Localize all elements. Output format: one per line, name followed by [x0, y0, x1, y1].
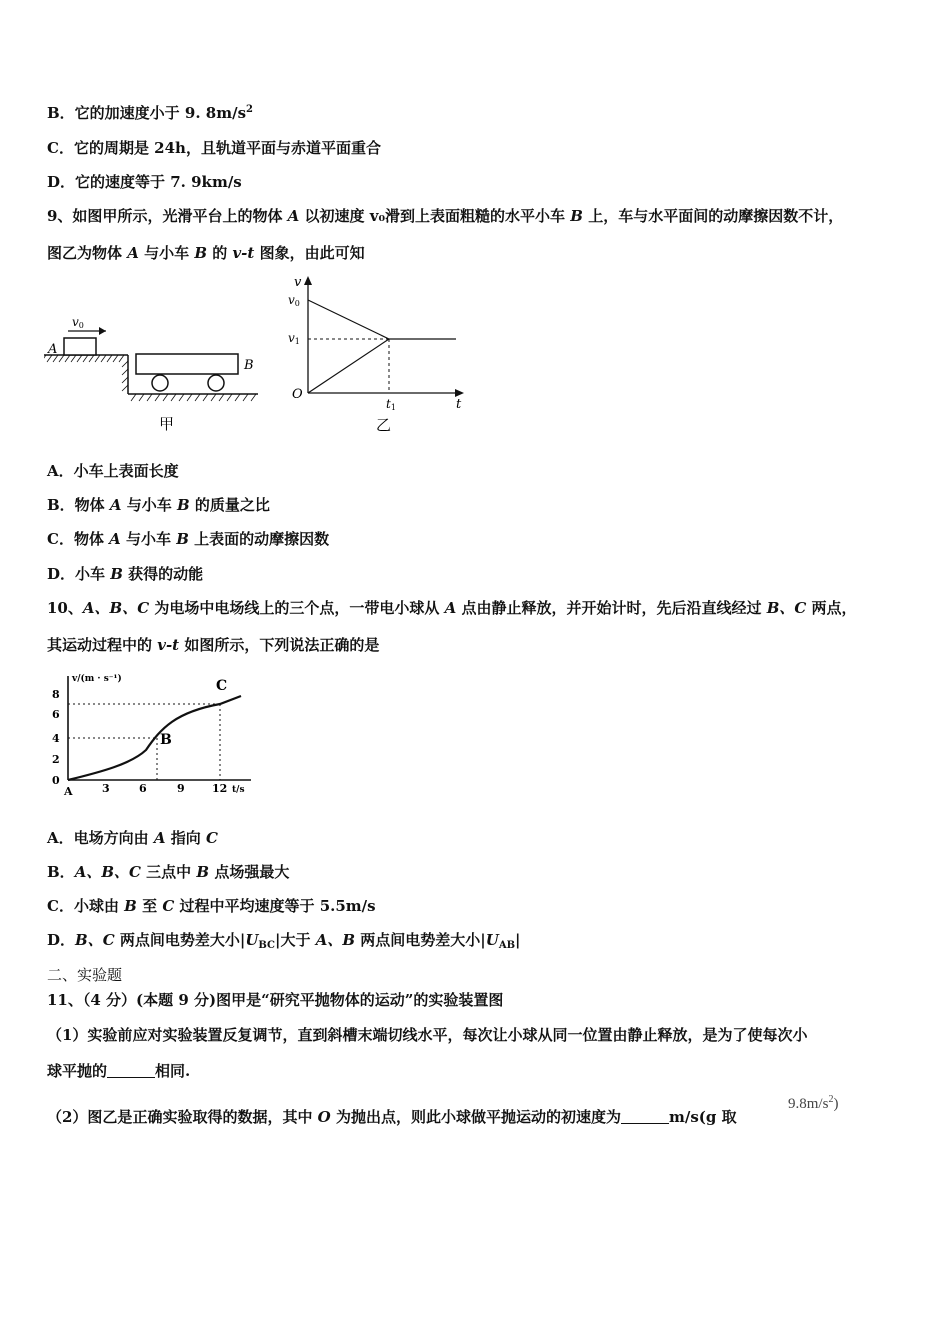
q9-option-b: B．物体 A 与小车 B 的质量之比 — [47, 496, 270, 514]
section-title: 二、实验题 — [47, 966, 123, 984]
q9-figure-jia — [44, 305, 264, 440]
point-c-label: C — [216, 678, 228, 694]
q8-option-b: B．它的加速度小于 9. $8m/s^2$ — [47, 104, 253, 122]
q11-part2: （2）图乙是正确实验取得的数据，其中 O 为抛出点，则此小球做平抛运动的初速度为 m/s(g 取 — [47, 1108, 737, 1126]
v1-tick-label: v1 — [288, 331, 300, 346]
y-tick-8: 8 — [52, 688, 60, 701]
x-tick-9: 9 — [177, 782, 185, 795]
q8-option-c: C．它的周期是 24h，且轨道平面与赤道平面重合 — [47, 139, 381, 157]
point-b-label: B — [160, 732, 172, 748]
y-tick-6: 6 — [52, 708, 60, 721]
q9-option-c: C．物体 A 与小车 B 上表面的动摩擦因数 — [47, 530, 330, 548]
origin-label: O — [292, 387, 303, 402]
block-a — [64, 338, 96, 355]
g-value-formula: $9.8m/s^2$) — [788, 1094, 839, 1112]
q10-option-d: D．B、C 两点间电势差大小$|U_{BC}|$大于 A、B 两点间电势差大小$|U_{AB}|$ — [47, 931, 521, 951]
q9-option-a: A．小车上表面长度 — [47, 462, 179, 480]
label-a: A — [48, 342, 58, 357]
q9-stem-line1: 9、如图甲所示，光滑平台上的物体 A 以初速度 v₀滑到上表面粗糙的水平小车 B 上，车与水平面间的动摩擦因数不计， — [47, 207, 844, 225]
y-ticks — [52, 688, 60, 787]
answer-blank-2[interactable] — [621, 1109, 669, 1124]
axis-t-label: t — [456, 397, 462, 412]
line-b — [308, 339, 389, 393]
q10-option-c: C．小球由 B 至 C 过程中平均速度等于 5.5m/s — [47, 897, 376, 915]
axis-v-label: v — [294, 275, 302, 290]
q10-vt-chart — [46, 668, 266, 803]
answer-blank-1[interactable] — [107, 1063, 155, 1078]
y-tick-0: 0 — [52, 774, 60, 787]
q10-option-a: A．电场方向由 A 指向 C — [47, 829, 218, 847]
y-axis-label: v/(m · s⁻¹) — [72, 674, 122, 684]
x-tick-a: A — [64, 785, 73, 798]
q11-part1-line1: （1）实验前应对实验装置反复调节，直到斜槽末端切线水平，每次让小球从同一位置由静止释放，是为了使每次小 — [47, 1026, 808, 1044]
q10-option-b: B．A、B、C 三点中 B 点场强最大 — [47, 863, 290, 881]
q9-stem-line2: 图乙为物体 A 与小车 B 的 v-t 图象，由此可知 — [47, 244, 365, 262]
q10-stem-line2: 其运动过程中的 v-t 如图所示，下列说法正确的是 — [47, 636, 380, 654]
x-tick-3: 3 — [102, 782, 110, 795]
y-tick-2: 2 — [52, 753, 60, 766]
line-a — [308, 300, 389, 339]
q11-stem: 11、（4 分）(本题 9 分)图甲是“研究平抛物体的运动”的实验装置图 — [47, 991, 504, 1009]
v0-tick-label: v0 — [288, 293, 300, 308]
x-tick-12: 12 — [212, 782, 228, 795]
v0-label: v0 — [72, 315, 84, 330]
x-unit: t/s — [232, 785, 245, 795]
label-b: B — [244, 358, 254, 373]
x-tick-6: 6 — [139, 782, 147, 795]
cart-b — [136, 354, 238, 374]
q8-option-d: D．它的速度等于 7. 9km/s — [47, 173, 242, 191]
q9-option-d: D．小车 B 获得的动能 — [47, 565, 204, 583]
q11-part1-line2: 球平抛的 相同. — [47, 1062, 191, 1080]
t1-tick-label: t1 — [386, 397, 396, 412]
q10-stem-line1: 10、A、B、C 为电场中电场线上的三个点，一带电小球从 A 点由静止释放，并开始计时，先后沿直线经过 B、C 两点， — [47, 599, 857, 617]
figure-jia-caption: 甲 — [159, 415, 175, 433]
y-tick-4: 4 — [52, 732, 60, 745]
q9-figure-yi — [286, 272, 466, 437]
figure-yi-caption: 乙 — [376, 416, 392, 434]
